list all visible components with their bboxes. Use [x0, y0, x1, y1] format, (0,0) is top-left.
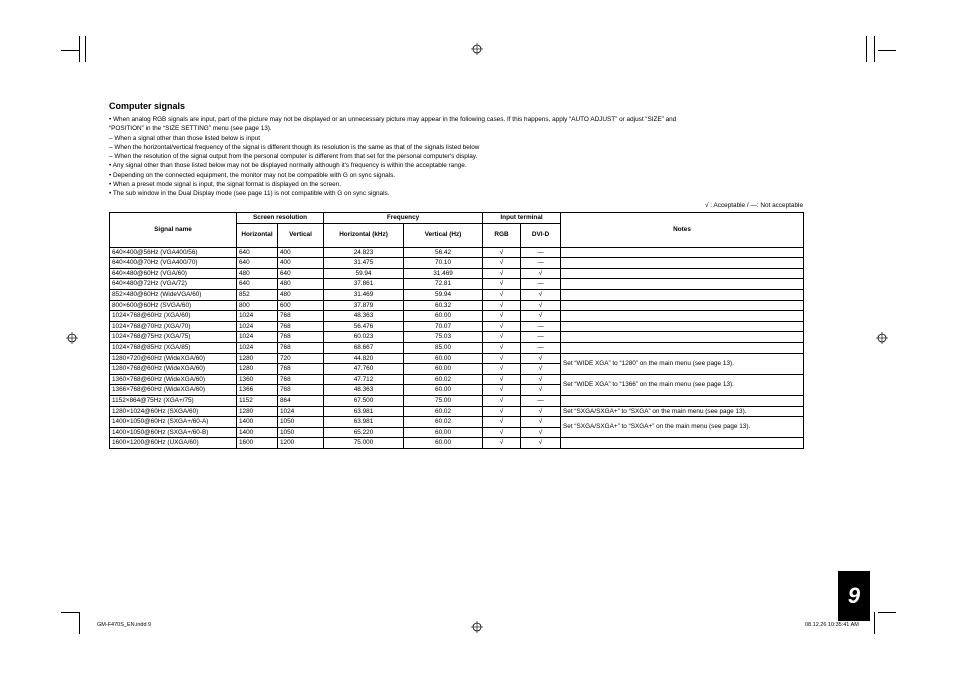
table-row — [110, 311, 804, 322]
cell-horizontal: 1400 — [237, 417, 278, 428]
table-row — [110, 300, 804, 311]
intro-line: • When analog RGB signals are input, part of the picture may not be displayed or an unnecessary picture may appear in the following cases. If this happens, apply “AUTO ADJUST” or adjust “SIZE” and — [109, 116, 677, 123]
cell-rgb: √ — [483, 311, 521, 322]
cell-signal-name: 1280×1024@60Hz (SXGA/60) — [110, 406, 237, 417]
cell-vertical: 864 — [278, 395, 324, 406]
cell-note-empty — [561, 300, 804, 311]
cell-horizontal-khz: 37.861 — [324, 279, 404, 290]
signal-table — [109, 212, 804, 449]
cell-vertical: 640 — [278, 268, 324, 279]
cell-signal-name: 1400×1050@60Hz (SXGA+/60-A) — [110, 417, 237, 428]
cell-vertical: 720 — [278, 353, 324, 364]
cell-dvi: — — [521, 247, 561, 258]
cell-horizontal: 1024 — [237, 332, 278, 343]
cell-dvi: √ — [521, 268, 561, 279]
cell-note-empty — [561, 321, 804, 332]
cell-signal-name: 1024×768@60Hz (XGA/60) — [110, 311, 237, 322]
header-vertical: Vertical — [278, 223, 324, 247]
cell-vertical-hz: 70.07 — [404, 321, 483, 332]
cell-dvi: √ — [521, 427, 561, 438]
crop-mark — [79, 612, 80, 634]
cell-horizontal-khz: 59.94 — [324, 268, 404, 279]
table-row — [110, 438, 804, 449]
cell-vertical-hz: 85.00 — [404, 342, 483, 353]
cell-rgb: √ — [483, 364, 521, 375]
cell-horizontal-khz: 56.476 — [324, 321, 404, 332]
cell-dvi: √ — [521, 289, 561, 300]
registration-mark-icon — [471, 43, 483, 55]
cell-horizontal-khz: 60.023 — [324, 332, 404, 343]
cell-rgb: √ — [483, 438, 521, 449]
cell-signal-name: 852×480@60Hz (WideVGA/60) — [110, 289, 237, 300]
cell-vertical-hz: 60.02 — [404, 417, 483, 428]
cell-dvi: — — [521, 342, 561, 353]
intro-line: “POSITION” in the “SIZE SETTING” menu (see page 13). — [109, 125, 272, 133]
cell-horizontal-khz: 47.760 — [324, 364, 404, 375]
cell-rgb: √ — [483, 342, 521, 353]
cell-vertical-hz: 59.94 — [404, 289, 483, 300]
cell-vertical-hz: 60.02 — [404, 406, 483, 417]
cell-vertical: 768 — [278, 374, 324, 385]
cell-horizontal: 640 — [237, 247, 278, 258]
cell-vertical-hz: 60.02 — [404, 374, 483, 385]
header-horizontal: Horizontal — [237, 223, 278, 247]
cell-vertical-hz: 75.00 — [404, 395, 483, 406]
cell-horizontal-khz: 24.823 — [324, 247, 404, 258]
table-row — [110, 332, 804, 343]
cell-vertical-hz: 56.42 — [404, 247, 483, 258]
cell-horizontal: 640 — [237, 258, 278, 269]
table-row — [110, 395, 804, 406]
cell-note-empty — [561, 279, 804, 290]
cell-note: Set “WIDE XGA” to “1366” on the main menu (see page 13). — [561, 374, 804, 395]
cell-dvi: — — [521, 258, 561, 269]
intro-line: • Any signal other than those listed below may not be displayed normally although it's frequency is within the acceptable range. — [109, 162, 467, 170]
registration-mark-icon — [876, 332, 888, 344]
header-vertical-hz: Vertical (Hz) — [404, 223, 483, 247]
cell-signal-name: 640×400@56Hz (VGA400/56) — [110, 247, 237, 258]
cell-vertical: 768 — [278, 385, 324, 396]
table-row — [110, 289, 804, 300]
cell-rgb: √ — [483, 417, 521, 428]
table-row — [110, 268, 804, 279]
cell-horizontal: 480 — [237, 268, 278, 279]
cell-note-empty — [561, 342, 804, 353]
cell-dvi: √ — [521, 406, 561, 417]
cell-vertical: 768 — [278, 311, 324, 322]
cell-signal-name: 640×480@60Hz (VGA/60) — [110, 268, 237, 279]
cell-vertical: 768 — [278, 342, 324, 353]
header-frequency: Frequency — [324, 213, 483, 224]
cell-horizontal-khz: 44.820 — [324, 353, 404, 364]
cell-vertical-hz: 60.00 — [404, 311, 483, 322]
cell-dvi: √ — [521, 311, 561, 322]
footer-timestamp: 08.12.26 10:35:41 AM — [805, 622, 859, 628]
cell-horizontal: 640 — [237, 279, 278, 290]
cell-dvi: √ — [521, 353, 561, 364]
cell-horizontal: 1024 — [237, 321, 278, 332]
cell-signal-name: 1024×768@70Hz (XGA/70) — [110, 321, 237, 332]
cell-vertical-hz: 60.00 — [404, 364, 483, 375]
cell-vertical: 1050 — [278, 427, 324, 438]
cell-rgb: √ — [483, 353, 521, 364]
registration-mark-icon — [471, 621, 483, 633]
cell-rgb: √ — [483, 332, 521, 343]
table-row — [110, 406, 804, 417]
cell-rgb: √ — [483, 385, 521, 396]
cell-horizontal-khz: 48.363 — [324, 311, 404, 322]
cell-rgb: √ — [483, 258, 521, 269]
cell-horizontal-khz: 47.712 — [324, 374, 404, 385]
table-row — [110, 353, 804, 364]
legend: √ : Acceptable / —: Not acceptable — [705, 202, 803, 209]
intro-line: – When a signal other than those listed below is input — [109, 134, 260, 142]
header-signal-name: Signal name — [110, 213, 237, 248]
cell-note-empty — [561, 268, 804, 279]
cell-vertical: 400 — [278, 247, 324, 258]
cell-horizontal-khz: 31.475 — [324, 258, 404, 269]
crop-mark — [61, 612, 79, 613]
cell-horizontal: 852 — [237, 289, 278, 300]
cell-signal-name: 1280×720@60Hz (WideXGA/60) — [110, 353, 237, 364]
cell-horizontal: 800 — [237, 300, 278, 311]
cell-vertical: 1050 — [278, 417, 324, 428]
cell-vertical-hz: 60.00 — [404, 385, 483, 396]
cell-vertical-hz: 70.10 — [404, 258, 483, 269]
cell-note-empty — [561, 258, 804, 269]
crop-mark — [874, 612, 875, 634]
cell-horizontal-khz: 63.981 — [324, 417, 404, 428]
cell-note: Set “SXGA/SXGA+” to “SXGA+” on the main menu (see page 13). — [561, 417, 804, 438]
cell-vertical-hz: 31.469 — [404, 268, 483, 279]
table-row — [110, 321, 804, 332]
header-notes: Notes — [561, 213, 804, 248]
header-horizontal-khz: Horizontal (kHz) — [324, 223, 404, 247]
cell-rgb: √ — [483, 268, 521, 279]
cell-dvi: √ — [521, 364, 561, 375]
header-rgb: RGB — [483, 223, 521, 247]
cell-dvi: — — [521, 321, 561, 332]
table-row — [110, 258, 804, 269]
cell-rgb: √ — [483, 300, 521, 311]
cell-dvi: — — [521, 395, 561, 406]
crop-mark — [878, 612, 896, 613]
intro-line: • When a preset mode signal is input, the signal format is displayed on the screen. — [109, 181, 342, 189]
cell-signal-name: 1024×768@85Hz (XGA/85) — [110, 342, 237, 353]
cell-rgb: √ — [483, 427, 521, 438]
table-row — [110, 342, 804, 353]
cell-note-empty — [561, 332, 804, 343]
cell-horizontal: 1280 — [237, 364, 278, 375]
crop-mark — [79, 36, 80, 62]
cell-note-empty — [561, 395, 804, 406]
cell-note-empty — [561, 289, 804, 300]
cell-dvi: √ — [521, 385, 561, 396]
crop-mark — [878, 50, 896, 51]
cell-vertical: 600 — [278, 300, 324, 311]
crop-mark — [85, 36, 86, 62]
cell-vertical: 768 — [278, 364, 324, 375]
cell-note: Set “SXGA/SXGA+” to “SXGA” on the main menu (see page 13). — [561, 406, 804, 417]
cell-horizontal-khz: 68.667 — [324, 342, 404, 353]
registration-mark-icon — [66, 332, 78, 344]
cell-horizontal-khz: 63.981 — [324, 406, 404, 417]
cell-horizontal: 1360 — [237, 374, 278, 385]
cell-dvi: √ — [521, 374, 561, 385]
table-row — [110, 279, 804, 290]
cell-horizontal: 1280 — [237, 406, 278, 417]
header-dvi: DVI-D — [521, 223, 561, 247]
intro-line: • Depending on the connected equipment, the monitor may not be compatible with G on sync signals. — [109, 171, 396, 179]
cell-signal-name: 1600×1200@60Hz (UXGA/60) — [110, 438, 237, 449]
cell-vertical: 768 — [278, 321, 324, 332]
cell-horizontal: 1366 — [237, 385, 278, 396]
cell-note-empty — [561, 247, 804, 258]
footer-file: GM-F470S_EN.indd 9 — [97, 622, 152, 628]
intro-line: – When the resolution of the signal output from the personal computer is different from that set for the personal computer's display. — [109, 153, 478, 161]
crop-mark — [866, 36, 867, 62]
crop-mark — [874, 36, 875, 62]
header-input-terminal: Input terminal — [483, 213, 561, 224]
intro-line: • The sub window in the Dual Display mode (see page 11) is not compatible with G on sync signals. — [109, 190, 390, 198]
table-row — [110, 247, 804, 258]
cell-signal-name: 1152×864@75Hz (XGA+/75) — [110, 395, 237, 406]
cell-vertical: 1024 — [278, 406, 324, 417]
cell-signal-name: 640×480@72Hz (VGA/72) — [110, 279, 237, 290]
cell-rgb: √ — [483, 247, 521, 258]
cell-horizontal-khz: 31.469 — [324, 289, 404, 300]
cell-dvi: — — [521, 332, 561, 343]
cell-horizontal-khz: 37.879 — [324, 300, 404, 311]
cell-rgb: √ — [483, 321, 521, 332]
cell-vertical: 480 — [278, 289, 324, 300]
cell-signal-name: 1400×1050@60Hz (SXGA+/60-B) — [110, 427, 237, 438]
cell-vertical-hz: 60.32 — [404, 300, 483, 311]
cell-horizontal: 1280 — [237, 353, 278, 364]
cell-horizontal: 1024 — [237, 311, 278, 322]
cell-vertical: 1200 — [278, 438, 324, 449]
table-row — [110, 374, 804, 385]
cell-signal-name: 1024×768@75Hz (XGA/75) — [110, 332, 237, 343]
cell-dvi: √ — [521, 417, 561, 428]
cell-horizontal-khz: 75.000 — [324, 438, 404, 449]
header-screen-resolution: Screen resolution — [237, 213, 324, 224]
intro-notes — [109, 115, 809, 199]
cell-dvi: √ — [521, 438, 561, 449]
table-row — [110, 417, 804, 428]
cell-note-empty — [561, 438, 804, 449]
cell-horizontal: 1400 — [237, 427, 278, 438]
cell-rgb: √ — [483, 279, 521, 290]
cell-note-empty — [561, 311, 804, 322]
cell-vertical: 400 — [278, 258, 324, 269]
page-number-tab: 9 — [838, 571, 870, 621]
cell-rgb: √ — [483, 395, 521, 406]
cell-horizontal-khz: 65.220 — [324, 427, 404, 438]
cell-vertical: 480 — [278, 279, 324, 290]
cell-vertical-hz: 60.00 — [404, 427, 483, 438]
crop-mark — [61, 50, 79, 51]
cell-rgb: √ — [483, 374, 521, 385]
cell-signal-name: 800×600@60Hz (SVGA/60) — [110, 300, 237, 311]
cell-vertical: 768 — [278, 332, 324, 343]
cell-horizontal-khz: 48.363 — [324, 385, 404, 396]
cell-rgb: √ — [483, 406, 521, 417]
cell-horizontal: 1600 — [237, 438, 278, 449]
cell-signal-name: 1360×768@60Hz (WideXGA/60) — [110, 374, 237, 385]
cell-signal-name: 1280×768@60Hz (WideXGA/60) — [110, 364, 237, 375]
cell-dvi: — — [521, 279, 561, 290]
cell-vertical-hz: 60.00 — [404, 438, 483, 449]
intro-line: – When the horizontal/vertical frequency of the signal is different though its resolution is the same as that of the signals listed below — [109, 143, 480, 151]
section-heading: Computer signals — [109, 101, 186, 111]
cell-horizontal: 1024 — [237, 342, 278, 353]
cell-horizontal-khz: 67.500 — [324, 395, 404, 406]
cell-rgb: √ — [483, 289, 521, 300]
cell-note: Set “WIDE XGA” to “1280” on the main menu (see page 13). — [561, 353, 804, 374]
cell-dvi: √ — [521, 300, 561, 311]
cell-signal-name: 1366×768@60Hz (WideXGA/60) — [110, 385, 237, 396]
cell-signal-name: 640×400@70Hz (VGA400/70) — [110, 258, 237, 269]
cell-horizontal: 1152 — [237, 395, 278, 406]
cell-vertical-hz: 72.81 — [404, 279, 483, 290]
cell-vertical-hz: 75.03 — [404, 332, 483, 343]
cell-vertical-hz: 60.00 — [404, 353, 483, 364]
